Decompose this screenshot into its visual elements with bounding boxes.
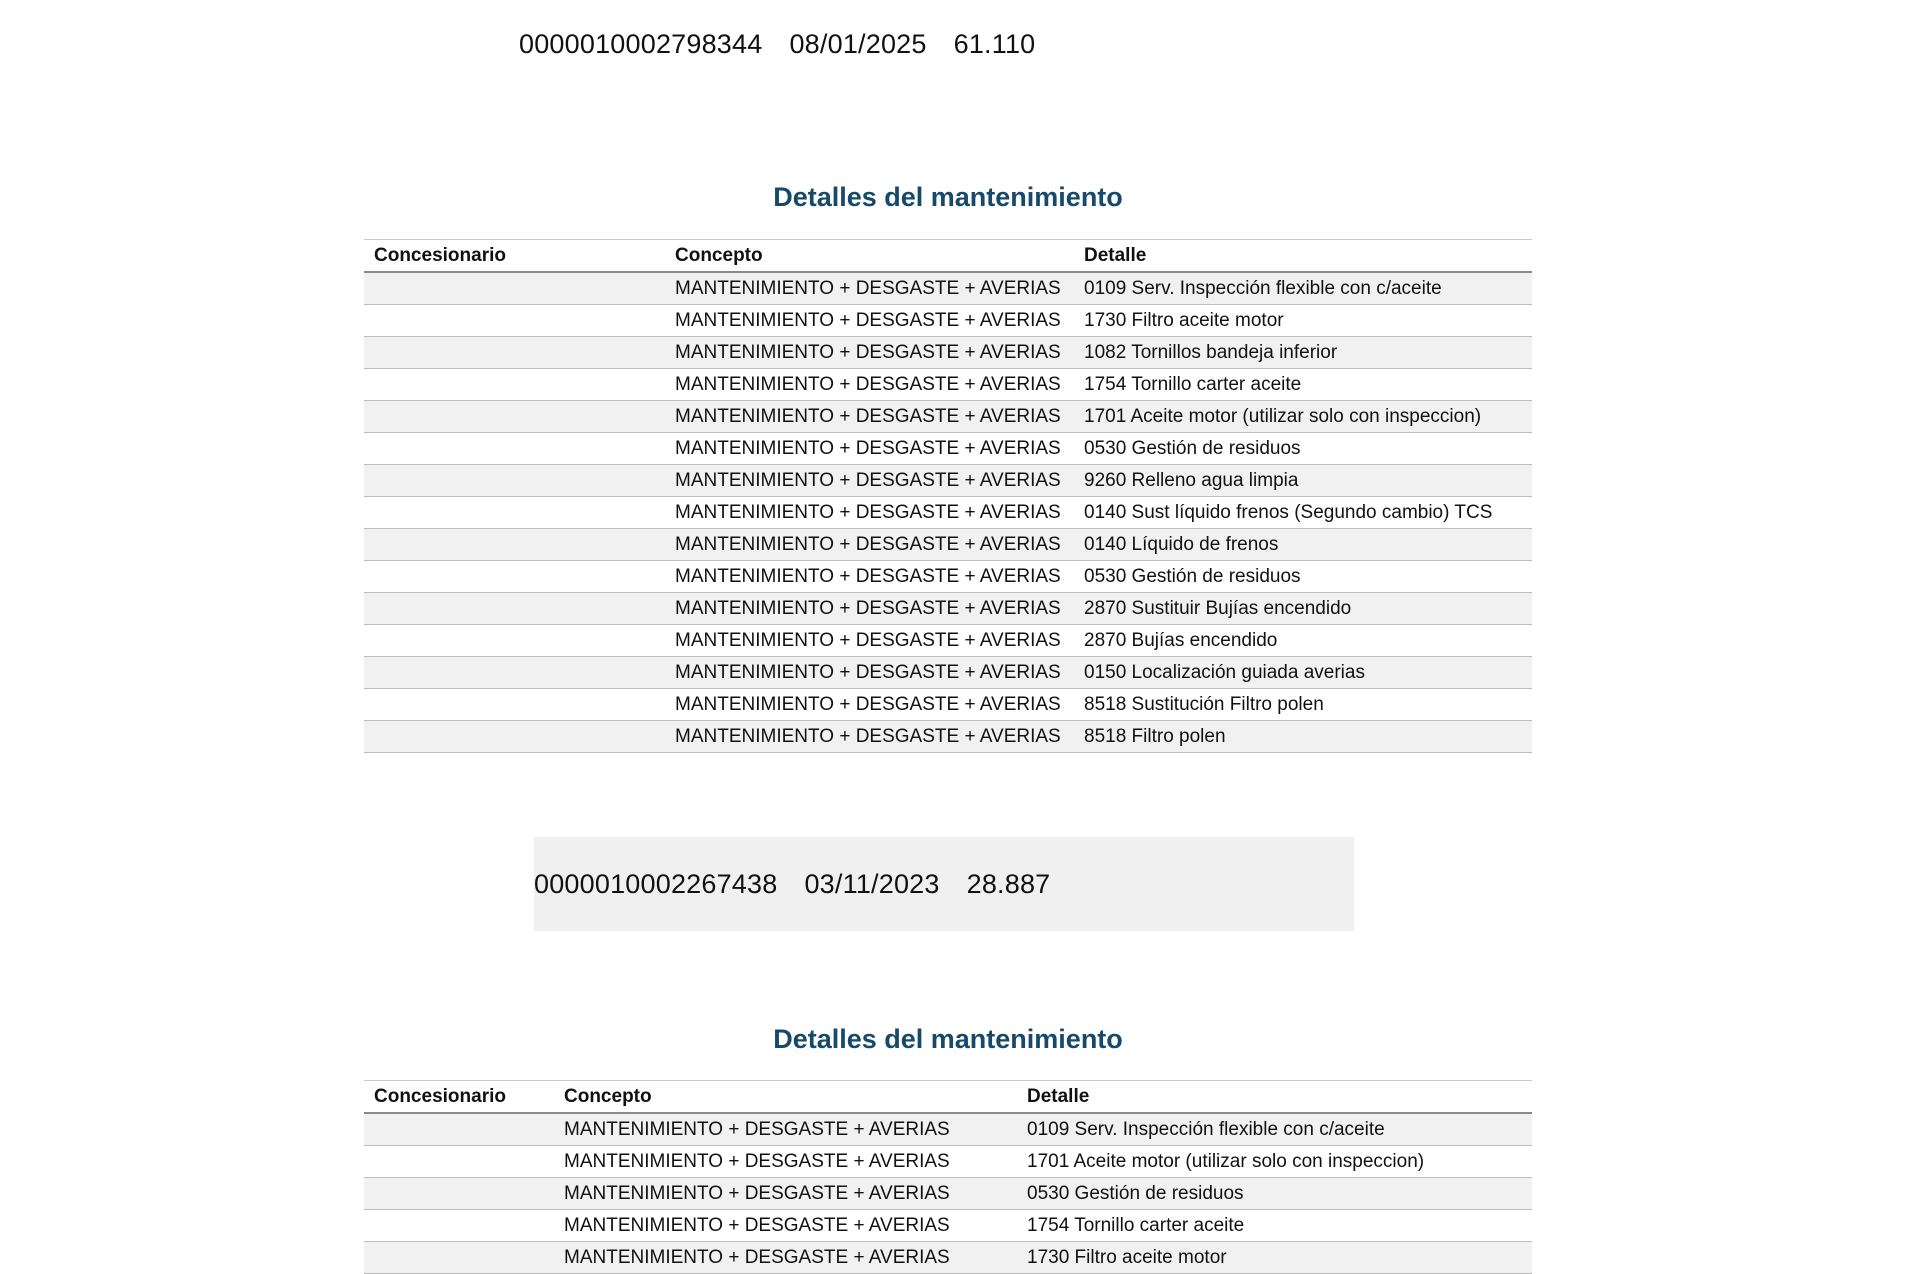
cell-concept: MANTENIMIENTO + DESGASTE + AVERIAS [665,529,1074,561]
cell-concept: MANTENIMIENTO + DESGASTE + AVERIAS [554,1113,1017,1146]
cell-concept: MANTENIMIENTO + DESGASTE + AVERIAS [665,561,1074,593]
record-km: 28.887 [966,868,1051,899]
column-header-concept: Concepto [554,1081,1017,1114]
table-row [364,337,1532,369]
record-id: 0000010002267438 [534,868,778,899]
cell-dealer [364,369,665,401]
cell-concept: MANTENIMIENTO + DESGASTE + AVERIAS [665,657,1074,689]
table-header-row [364,1081,1532,1114]
table-row [364,689,1532,721]
cell-dealer [364,625,665,657]
cell-detail: 0530 Gestión de residuos [1074,561,1532,593]
table-row [364,529,1532,561]
table-row [364,561,1532,593]
table-row [364,369,1532,401]
table-row [364,1113,1532,1146]
cell-detail: 2870 Sustituir Bujías encendido [1074,593,1532,625]
table-row [364,1210,1532,1242]
cell-dealer [364,689,665,721]
cell-dealer [364,337,665,369]
cell-dealer [364,401,665,433]
record-header [519,24,1062,64]
cell-detail: 1754 Tornillo carter aceite [1017,1210,1532,1242]
cell-concept: MANTENIMIENTO + DESGASTE + AVERIAS [665,369,1074,401]
table-row [364,497,1532,529]
cell-concept: MANTENIMIENTO + DESGASTE + AVERIAS [665,689,1074,721]
cell-dealer [364,657,665,689]
cell-dealer [364,497,665,529]
cell-detail: 1730 Filtro aceite motor [1017,1242,1532,1274]
table-row [364,465,1532,497]
section-title: Detalles del mantenimiento [773,182,1123,212]
cell-dealer [364,305,665,337]
table-row [364,721,1532,753]
cell-detail: 1754 Tornillo carter aceite [1074,369,1532,401]
cell-dealer [364,561,665,593]
record-header [534,837,1354,931]
cell-detail: 0140 Líquido de frenos [1074,529,1532,561]
cell-detail: 0109 Serv. Inspección flexible con c/aceite [1017,1113,1532,1146]
table-row [364,272,1532,305]
table-row [364,657,1532,689]
table-header-row [364,240,1532,273]
cell-dealer [364,465,665,497]
cell-detail: 0109 Serv. Inspección flexible con c/aceite [1074,272,1532,305]
cell-concept: MANTENIMIENTO + DESGASTE + AVERIAS [665,272,1074,305]
cell-concept: MANTENIMIENTO + DESGASTE + AVERIAS [665,625,1074,657]
table-row [364,401,1532,433]
maintenance-table [364,1080,1532,1274]
cell-dealer [364,272,665,305]
cell-detail: 0150 Localización guiada averias [1074,657,1532,689]
cell-detail: 0530 Gestión de residuos [1017,1178,1532,1210]
column-header-concept: Concepto [665,240,1074,273]
cell-dealer [364,433,665,465]
table-row [364,433,1532,465]
maintenance-table [364,239,1532,753]
table-row [364,1146,1532,1178]
cell-detail: 8518 Filtro polen [1074,721,1532,753]
cell-dealer [364,1210,554,1242]
cell-concept: MANTENIMIENTO + DESGASTE + AVERIAS [665,593,1074,625]
record-km: 61.110 [953,28,1036,59]
cell-concept: MANTENIMIENTO + DESGASTE + AVERIAS [665,497,1074,529]
cell-detail: 8518 Sustitución Filtro polen [1074,689,1532,721]
cell-detail: 1082 Tornillos bandeja inferior [1074,337,1532,369]
cell-dealer [364,1113,554,1146]
column-header-dealer: Concesionario [364,1081,554,1114]
record-date: 03/11/2023 [804,868,940,899]
cell-detail: 1701 Aceite motor (utilizar solo con inspeccion) [1017,1146,1532,1178]
cell-concept: MANTENIMIENTO + DESGASTE + AVERIAS [665,465,1074,497]
record-date: 08/01/2025 [789,28,927,59]
record-id: 0000010002798344 [519,28,763,59]
section-title: Detalles del mantenimiento [773,1024,1123,1054]
table-row [364,593,1532,625]
cell-detail: 2870 Bujías encendido [1074,625,1532,657]
column-header-detail: Detalle [1074,240,1532,273]
cell-dealer [364,1178,554,1210]
cell-dealer [364,1146,554,1178]
cell-dealer [364,529,665,561]
column-header-detail: Detalle [1017,1081,1532,1114]
cell-concept: MANTENIMIENTO + DESGASTE + AVERIAS [554,1146,1017,1178]
cell-dealer [364,721,665,753]
cell-concept: MANTENIMIENTO + DESGASTE + AVERIAS [665,305,1074,337]
cell-concept: MANTENIMIENTO + DESGASTE + AVERIAS [665,401,1074,433]
table-row [364,1242,1532,1274]
cell-concept: MANTENIMIENTO + DESGASTE + AVERIAS [665,337,1074,369]
column-header-dealer: Concesionario [364,240,665,273]
cell-concept: MANTENIMIENTO + DESGASTE + AVERIAS [554,1242,1017,1274]
cell-concept: MANTENIMIENTO + DESGASTE + AVERIAS [665,433,1074,465]
cell-concept: MANTENIMIENTO + DESGASTE + AVERIAS [554,1178,1017,1210]
table-row [364,1178,1532,1210]
cell-detail: 9260 Relleno agua limpia [1074,465,1532,497]
table-row [364,625,1532,657]
cell-concept: MANTENIMIENTO + DESGASTE + AVERIAS [554,1210,1017,1242]
cell-detail: 1730 Filtro aceite motor [1074,305,1532,337]
cell-dealer [364,1242,554,1274]
cell-detail: 0140 Sust líquido frenos (Segundo cambio) TCS [1074,497,1532,529]
cell-concept: MANTENIMIENTO + DESGASTE + AVERIAS [665,721,1074,753]
table-row [364,305,1532,337]
cell-detail: 0530 Gestión de residuos [1074,433,1532,465]
cell-detail: 1701 Aceite motor (utilizar solo con inspeccion) [1074,401,1532,433]
cell-dealer [364,593,665,625]
